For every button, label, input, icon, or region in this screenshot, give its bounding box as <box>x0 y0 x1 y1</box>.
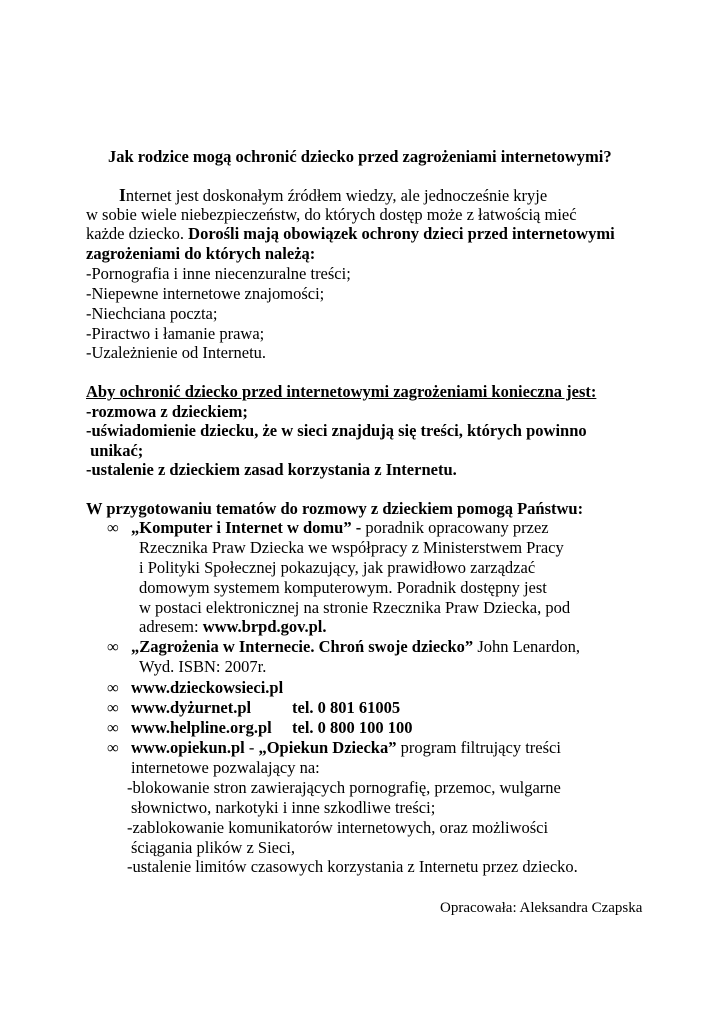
infinity-bullet-icon: ∞ <box>107 718 119 737</box>
helpline-link[interactable]: www.helpline.org.pl <box>131 718 272 737</box>
resource-item-1-line: Rzecznika Praw Dziecka we współpracy z Ministerstwem Pracy <box>139 538 564 557</box>
resource-item-1-line: i Polityki Społecznej pokazujący, jak prawidłowo zarządzać <box>139 558 536 577</box>
intro-line-2: w sobie wiele niebezpieczeństw, do których dostęp może z łatwością mieć <box>86 205 577 224</box>
opiekun-link[interactable]: www.opiekun.pl <box>131 738 245 757</box>
infinity-bullet-icon: ∞ <box>107 738 119 757</box>
resource-item-6-line: ściągania plików z Sieci, <box>131 838 296 857</box>
threat-item: -Uzależnienie od Internetu. <box>86 343 267 362</box>
intro-line-4: zagrożeniami do których należą: <box>86 244 316 263</box>
resource-item-1-line: domowym systemem komputerowym. Poradnik dostępny jest <box>139 578 547 597</box>
helpline-phone: tel. 0 800 100 100 <box>292 718 413 737</box>
page-title: Jak rodzice mogą ochronić dziecko przed zagrożeniami internetowymi? <box>108 147 612 166</box>
dyzurnet-phone: tel. 0 801 61005 <box>292 698 401 717</box>
threat-item: -Pornografia i inne niecenzuralne treści; <box>86 264 351 283</box>
intro-line-3: każde dziecko. Dorośli mają obowiązek ochrony dzieci przed internetowymi <box>86 224 615 243</box>
dyzurnet-link[interactable]: www.dyżurnet.pl <box>131 698 252 717</box>
protection-item: unikać; <box>86 441 144 460</box>
infinity-bullet-icon: ∞ <box>107 637 119 656</box>
threat-item: -Piractwo i łamanie prawa; <box>86 324 265 343</box>
infinity-bullet-icon: ∞ <box>107 698 119 717</box>
resources-heading: W przygotowaniu tematów do rozmowy z dzieckiem pomogą Państwu: <box>86 499 584 518</box>
resource-item-6-line: -ustalenie limitów czasowych korzystania z Internetu przez dziecko. <box>127 857 578 876</box>
threat-item: -Niechciana poczta; <box>86 304 218 323</box>
protection-item: -rozmowa z dzieckiem; <box>86 402 248 421</box>
protection-item: -ustalenie z dzieckiem zasad korzystania z Internetu. <box>86 460 457 479</box>
resource-item-6-line: -zablokowanie komunikatorów internetowych, oraz możliwości <box>127 818 549 837</box>
brpd-link[interactable]: www.brpd.gov.pl. <box>202 617 327 636</box>
author-credit: Opracowała: Aleksandra Czapska <box>440 900 643 916</box>
resource-item-6-line: internetowe pozwalający na: <box>131 758 320 777</box>
resource-item-6-line: -blokowanie stron zawierających pornografię, przemoc, wulgarne <box>127 778 561 797</box>
drop-initial: I <box>119 185 126 205</box>
resource-item-1-address-line: adresem: www.brpd.gov.pl. <box>139 617 327 636</box>
resource-item-6-line-1: www.opiekun.pl - „Opiekun Dziecka” program filtrujący treści <box>131 738 561 757</box>
infinity-bullet-icon: ∞ <box>107 518 119 537</box>
resource-item-2-line-1: „Zagrożenia w Internecie. Chroń swoje dziecko” John Lenardon, <box>131 637 580 656</box>
threat-item: -Niepewne internetowe znajomości; <box>86 284 325 303</box>
resource-item-2-line-2: Wyd. ISBN: 2007r. <box>139 657 267 676</box>
resource-item-1-line: w postaci elektronicznej na stronie Rzecznika Praw Dziecka, pod <box>139 598 571 617</box>
infinity-bullet-icon: ∞ <box>107 678 119 697</box>
resource-item-6-line: słownictwo, narkotyki i inne szkodliwe treści; <box>131 798 436 817</box>
protection-item: -uświadomienie dziecku, że w sieci znajdują się treści, których powinno <box>86 421 587 440</box>
intro-line-1: Internet jest doskonałym źródłem wiedzy, ale jednocześnie kryje <box>119 185 548 205</box>
resource-item-1-line-1: „Komputer i Internet w domu” - poradnik opracowany przez <box>131 518 549 537</box>
protection-heading: Aby ochronić dziecko przed internetowymi zagrożeniami konieczna jest: <box>86 382 597 401</box>
dzieckowsieci-link[interactable]: www.dzieckowsieci.pl <box>131 678 284 697</box>
